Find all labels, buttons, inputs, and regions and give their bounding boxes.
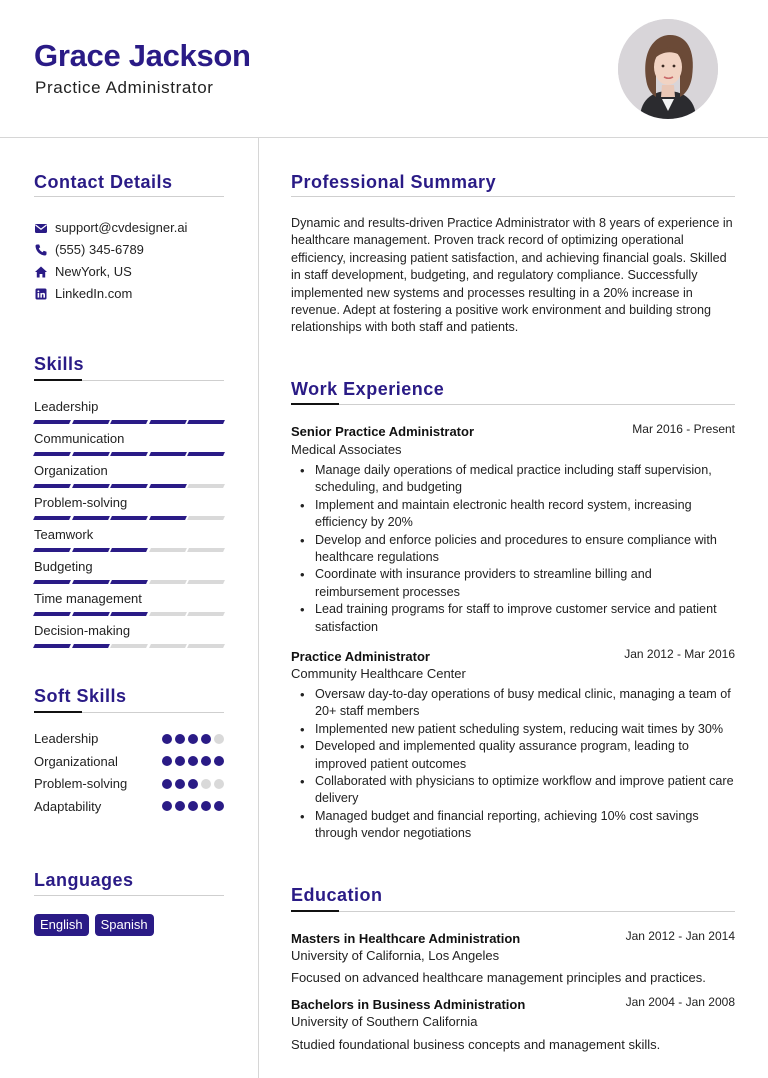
- language-tag: English: [34, 914, 89, 936]
- skill-level-segment: [187, 644, 224, 648]
- skill-label: Teamwork: [34, 527, 94, 542]
- language-tag: Spanish: [95, 914, 154, 936]
- skill-level-bar: [34, 452, 224, 456]
- rating-dot: [201, 734, 211, 744]
- soft-skill-label: Organizational: [34, 753, 118, 769]
- edu-date: Jan 2012 - Jan 2014: [625, 929, 735, 943]
- skill-level-segment: [33, 580, 70, 584]
- summary-heading: Professional Summary: [291, 172, 497, 192]
- edu-desc: Studied foundational business concepts and management skills.: [291, 1037, 661, 1052]
- skill-level-bar: [34, 644, 224, 648]
- skill-item: [34, 623, 224, 648]
- skill-label: Budgeting: [34, 559, 93, 574]
- rating-dot: [214, 734, 224, 744]
- skill-level-segment: [187, 452, 224, 456]
- soft-skill-item: [34, 776, 224, 791]
- edu-school: University of Southern California: [291, 1014, 478, 1029]
- rating-dot: [214, 756, 224, 766]
- contact-linkedin-text: LinkedIn.com: [55, 286, 133, 301]
- rating-dot: [201, 756, 211, 766]
- column-divider: [258, 138, 259, 1078]
- job-date: Mar 2016 - Present: [632, 422, 735, 436]
- contact-heading: Contact Details: [34, 172, 173, 192]
- job-bullet: • Coordinate with insurance providers to streamline billing and reimbursement processes: [291, 566, 735, 601]
- rating-dot: [162, 734, 172, 744]
- soft-skill-label: Leadership: [34, 731, 99, 746]
- skill-level-segment: [149, 580, 186, 584]
- skill-level-segment: [187, 516, 224, 520]
- rating-dot: [188, 801, 198, 811]
- skill-level-segment: [187, 420, 224, 424]
- skill-level-segment: [149, 484, 186, 488]
- skill-level-segment: [149, 548, 186, 552]
- skill-item: [34, 527, 224, 552]
- skill-level-segment: [33, 484, 70, 488]
- skill-item: [34, 463, 224, 488]
- resume-header: [0, 0, 768, 138]
- soft-skills-heading: Soft Skills: [34, 686, 127, 706]
- skill-level-segment: [187, 612, 224, 616]
- skill-level-segment: [187, 580, 224, 584]
- experience-rule-accent: [291, 403, 339, 405]
- skill-label: Time management: [34, 591, 142, 606]
- skill-label: Organization: [34, 463, 108, 478]
- rating-dot: [175, 801, 185, 811]
- skill-level-segment: [72, 612, 109, 616]
- skill-level-segment: [72, 452, 109, 456]
- skill-level-segment: [33, 420, 70, 424]
- skill-label: Decision-making: [34, 623, 131, 638]
- phone-icon: [34, 243, 48, 257]
- skill-level-segment: [110, 516, 147, 520]
- skill-level-segment: [72, 548, 109, 552]
- rating-dot: [201, 779, 211, 789]
- profile-photo: [618, 19, 718, 119]
- contact-email-text: support@cvdesigner.ai: [55, 220, 188, 235]
- skill-item: [34, 431, 224, 456]
- skill-level-segment: [187, 484, 224, 488]
- job-bullet: • Lead training programs for staff to improve customer service and patient satisfaction: [291, 601, 735, 636]
- soft-skill-label: Problem-solving: [34, 776, 128, 791]
- soft-skill-item: [34, 754, 224, 769]
- edu-school: University of California, Los Angeles: [291, 948, 500, 963]
- job-bullet: • Develop and enforce policies and procedures to ensure compliance with healthcare regulations: [291, 532, 735, 567]
- profile-photo-image: [618, 19, 718, 119]
- contact-email[interactable]: [34, 220, 187, 235]
- skill-level-segment: [33, 612, 70, 616]
- skill-level-bar: [34, 516, 224, 520]
- education-rule: [291, 911, 735, 912]
- job-bullet: • Implement and maintain electronic health record system, increasing efficiency by 20%: [291, 497, 735, 532]
- job-bullet: • Manage daily operations of medical practice including staff supervision, scheduling, and budgeting: [291, 462, 735, 497]
- skill-level-segment: [187, 548, 224, 552]
- skill-level-segment: [149, 452, 186, 456]
- job-bullet: • Managed budget and financial reporting, achieving 10% cost savings through vendor negotiations: [291, 808, 735, 843]
- language-tags: [34, 914, 154, 936]
- rating-dot: [162, 756, 172, 766]
- home-icon: [34, 265, 48, 279]
- skill-level-segment: [110, 484, 147, 488]
- soft-skill-rating: [162, 779, 224, 789]
- job-title: Practice Administrator: [291, 649, 430, 664]
- skill-level-bar: [34, 580, 224, 584]
- summary-rule: [291, 196, 735, 197]
- skill-level-segment: [149, 420, 186, 424]
- rating-dot: [214, 801, 224, 811]
- contact-location-text: NewYork, US: [55, 264, 132, 279]
- skill-item: [34, 495, 224, 520]
- rating-dot: [162, 801, 172, 811]
- education-rule-accent: [291, 910, 339, 912]
- skill-level-segment: [110, 612, 147, 616]
- rating-dot: [188, 779, 198, 789]
- skill-label: Leadership: [34, 399, 99, 414]
- skill-level-segment: [72, 484, 109, 488]
- skill-level-bar: [34, 420, 224, 424]
- rating-dot: [175, 756, 185, 766]
- skill-level-bar: [34, 484, 224, 488]
- candidate-title: Practice Administrator: [35, 78, 214, 97]
- soft-skill-rating: [162, 734, 224, 744]
- job-bullet: • Oversaw day-to-day operations of busy medical clinic, managing a team of 20+ staff members: [291, 686, 735, 721]
- job-org: Community Healthcare Center: [291, 666, 466, 681]
- rating-dot: [175, 779, 185, 789]
- job-bullet: • Developed and implemented quality assurance program, leading to improved patient outcomes: [291, 738, 735, 773]
- skill-level-segment: [33, 644, 70, 648]
- skills-heading: Skills: [34, 354, 85, 374]
- contact-location: [34, 264, 132, 279]
- candidate-name: Grace Jackson: [34, 38, 251, 73]
- rating-dot: [201, 801, 211, 811]
- edu-degree: Bachelors in Business Administration: [291, 997, 526, 1012]
- skill-level-segment: [72, 420, 109, 424]
- rating-dot: [188, 756, 198, 766]
- soft-skill-label: Adaptability: [34, 798, 102, 814]
- job-bullets: [291, 462, 735, 636]
- soft-skill-item: [34, 731, 224, 746]
- skill-level-segment: [110, 548, 147, 552]
- skill-level-segment: [110, 644, 147, 648]
- skill-level-segment: [149, 644, 186, 648]
- linkedin-icon: [34, 287, 48, 301]
- skill-level-bar: [34, 548, 224, 552]
- skill-label: Problem-solving: [34, 495, 128, 510]
- skill-level-segment: [149, 516, 186, 520]
- experience-heading: Work Experience: [291, 379, 445, 399]
- skill-level-segment: [33, 548, 70, 552]
- job-title: Senior Practice Administrator: [291, 424, 475, 439]
- job-bullet: • Implemented new patient scheduling system, reducing wait times by 30%: [291, 721, 735, 738]
- soft-skill-rating: [162, 801, 224, 811]
- experience-rule: [291, 404, 735, 405]
- skill-level-bar: [34, 612, 224, 616]
- skill-level-segment: [33, 452, 70, 456]
- skill-label: Communication: [34, 431, 125, 446]
- skill-level-segment: [72, 644, 109, 648]
- job-bullet: • Collaborated with physicians to optimize workflow and improve patient care delivery: [291, 773, 735, 808]
- rating-dot: [188, 734, 198, 744]
- skill-level-segment: [72, 580, 109, 584]
- rating-dot: [175, 734, 185, 744]
- job-date: Jan 2012 - Mar 2016: [624, 647, 735, 661]
- education-heading: Education: [291, 885, 383, 905]
- contact-phone[interactable]: [34, 242, 144, 257]
- edu-desc: Focused on advanced healthcare management principles and practices.: [291, 970, 706, 985]
- contact-rule: [34, 196, 224, 197]
- languages-heading: Languages: [34, 870, 134, 890]
- soft-skills-rule-accent: [34, 711, 82, 713]
- contact-phone-text: (555) 345-6789: [55, 242, 144, 257]
- skill-item: [34, 591, 224, 616]
- skill-level-segment: [110, 452, 147, 456]
- skills-rule-accent: [34, 379, 82, 381]
- rating-dot: [214, 779, 224, 789]
- skill-level-segment: [149, 612, 186, 616]
- edu-degree: Masters in Healthcare Administration: [291, 931, 521, 946]
- skill-level-segment: [33, 516, 70, 520]
- envelope-icon: [34, 221, 48, 235]
- skill-item: [34, 559, 224, 584]
- soft-skill-rating: [162, 756, 224, 766]
- skill-level-segment: [110, 420, 147, 424]
- skill-level-segment: [110, 580, 147, 584]
- soft-skill-item: [34, 799, 224, 814]
- edu-date: Jan 2004 - Jan 2008: [625, 995, 735, 1009]
- job-org: Medical Associates: [291, 442, 402, 457]
- skill-level-segment: [72, 516, 109, 520]
- rating-dot: [162, 779, 172, 789]
- languages-rule: [34, 895, 224, 896]
- summary-text: Dynamic and results-driven Practice Administrator with 8 years of experience in healthcare management. Proven track record of optimizing operational efficiency, increasing patient satisfaction, and achieving financial goals. Skilled in staff development, budgeting, and regulatory compliance. Successfully implemented new systems and processes resulting in a 20% increase in revenue. Adept at fostering a positive work environment and building strong relationships with both staff and patients.: [291, 216, 733, 335]
- contact-linkedin[interactable]: [34, 286, 132, 301]
- job-bullets: [291, 686, 735, 843]
- skill-item: [34, 399, 224, 424]
